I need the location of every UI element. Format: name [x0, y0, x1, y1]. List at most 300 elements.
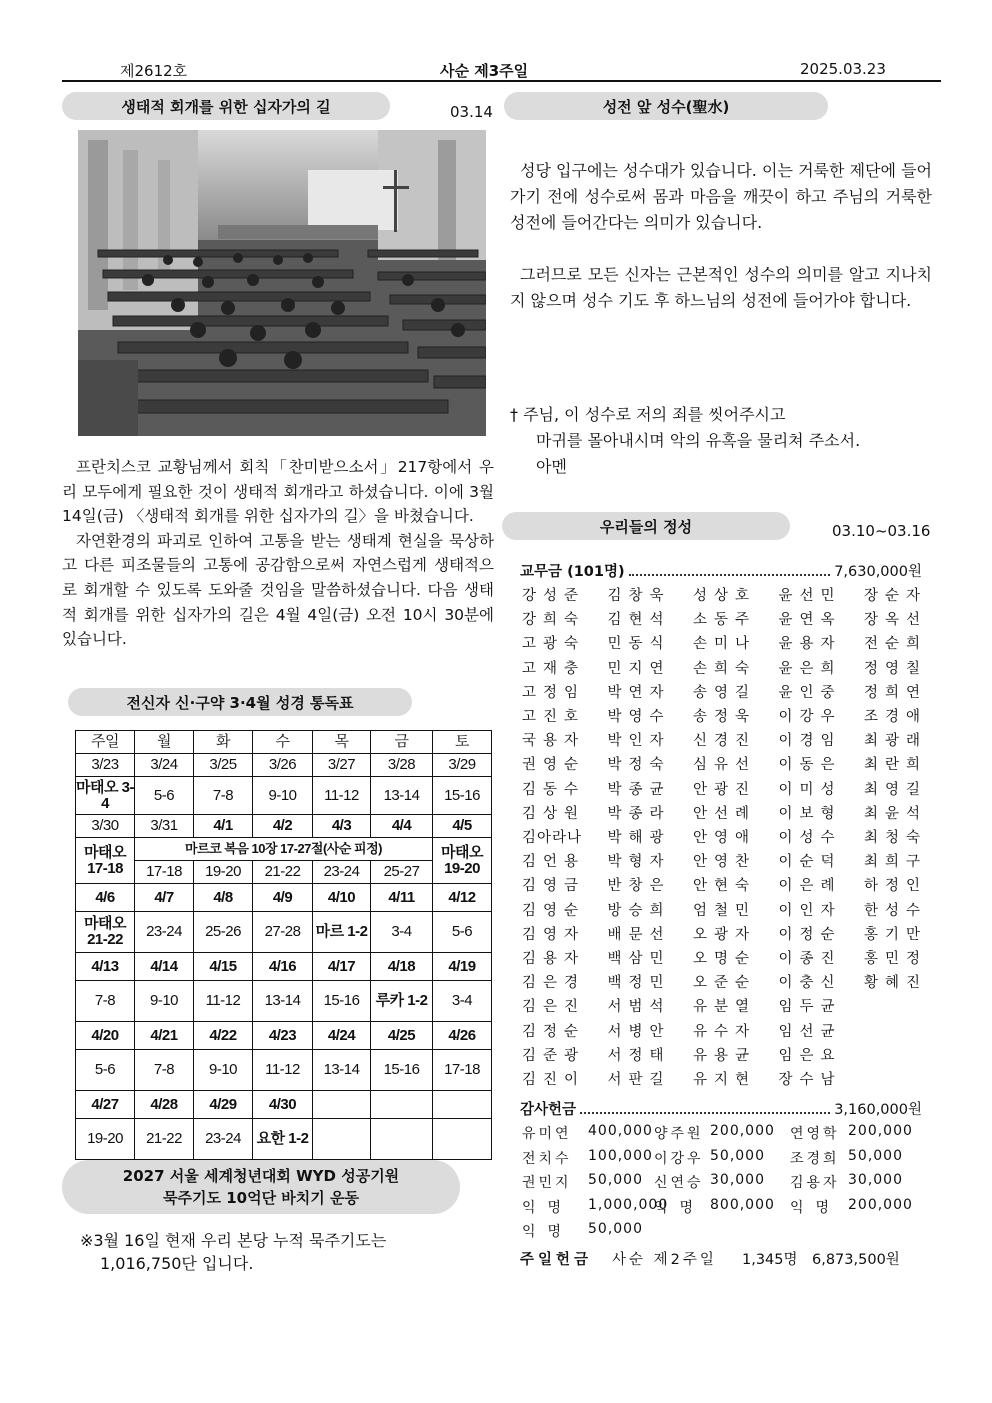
donor-name: 반창은 — [607, 878, 671, 895]
table-cell: 15-16 — [371, 1050, 433, 1091]
table-cell: 3/25 — [194, 754, 253, 777]
dotted-leader — [629, 564, 831, 576]
table-cell — [313, 1119, 371, 1160]
donor-name: 유미연 — [522, 1126, 572, 1142]
table-cell: 13-14 — [253, 981, 313, 1022]
donor-name: 오명순 — [693, 951, 757, 967]
table-cell: 4/21 — [135, 1022, 194, 1050]
donor-name: 이종진 — [778, 951, 842, 967]
donation-amount: 200,000 — [710, 1123, 775, 1139]
donor-name: 정영칠 — [864, 660, 928, 677]
table-cell: 4/8 — [194, 884, 253, 912]
donation-amount: 50,000 — [588, 1172, 643, 1188]
donor-name: 서병안 — [607, 1023, 671, 1040]
kyomu-label: 교무금 (101명) — [520, 564, 625, 580]
donor-name: 최란희 — [864, 757, 928, 774]
table-row — [76, 884, 492, 912]
gamsa-label: 감사헌금 — [520, 1102, 577, 1118]
kyomu-name-row — [522, 971, 928, 992]
table-cell: 마태오 21-22 — [76, 912, 135, 953]
table-cell: 3/27 — [313, 754, 371, 777]
kyomu-name-row — [522, 1044, 924, 1065]
donor-name: 장수남 — [778, 1072, 842, 1088]
gamsa-total-row — [520, 1098, 922, 1122]
donor-name: 신경진 — [693, 733, 757, 750]
donor-name: 조경희 — [790, 1150, 840, 1167]
donor-name: 송정욱 — [693, 709, 757, 725]
donor-name: 황혜진 — [864, 975, 928, 992]
table-cell: 23-24 — [135, 912, 194, 953]
section-title-bible-reading: 전신자 신·구약 3·4월 성경 통독표 — [68, 688, 412, 716]
donor-name: 장순자 — [864, 588, 928, 604]
donor-name: 강희숙 — [522, 612, 586, 629]
table-cell: 4/2 — [253, 815, 313, 838]
table-cell: 17-18 — [135, 861, 194, 884]
section-title-offerings: 우리들의 정성 — [502, 512, 790, 540]
donation-amount — [848, 1221, 924, 1241]
donor-name: 고진호 — [522, 709, 586, 725]
table-cell — [371, 1119, 433, 1160]
kyomu-name-row — [522, 874, 928, 895]
prayer-line: 마귀를 몰아내시며 악의 유혹을 물리쳐 주소서. — [536, 431, 861, 450]
table-cell: 25-27 — [371, 861, 433, 884]
table-cell: 27-28 — [253, 912, 313, 953]
donor-name: 유수자 — [693, 1023, 757, 1040]
donor-name: 최윤석 — [864, 805, 928, 822]
donor-name: 국용자 — [522, 733, 586, 750]
table-cell: 5-6 — [433, 912, 492, 953]
table-cell: 4/13 — [76, 953, 135, 981]
donor-name: 신연승 — [654, 1175, 704, 1191]
donor-name: 백삼민 — [607, 951, 671, 967]
donor-name: 이성수 — [778, 830, 842, 846]
table-cell: 5-6 — [135, 777, 194, 815]
section-date: 03.14 — [450, 103, 493, 121]
table-cell: 4/19 — [433, 953, 492, 981]
table-cell: 4/30 — [253, 1091, 313, 1119]
prayer-line: † 주님, 이 성수로 저의 죄를 씻어주시고 — [510, 405, 786, 424]
kyomu-name-row — [522, 657, 928, 678]
table-row — [76, 912, 492, 953]
table-cell: 4/16 — [253, 953, 313, 981]
donor-name: 이인자 — [778, 902, 842, 919]
table-cell: 3-4 — [371, 912, 433, 953]
donor-name: 박종균 — [607, 781, 671, 798]
table-row — [76, 1091, 492, 1119]
donor-name: 안영애 — [693, 830, 757, 846]
table-cell: 4/7 — [135, 884, 194, 912]
table-cell: 4/27 — [76, 1091, 135, 1119]
table-cell: 3/29 — [433, 754, 492, 777]
donor-name: 최청숙 — [864, 830, 928, 846]
sunday-amount: 6,873,500원 — [812, 1252, 900, 1268]
kyomu-name-row — [522, 778, 928, 799]
header-divider — [62, 80, 941, 82]
donor-name: 윤은희 — [778, 660, 842, 677]
donor-name: 손미나 — [693, 636, 757, 653]
donor-name: 김언용 — [522, 854, 586, 871]
donor-name: 안광진 — [693, 781, 757, 798]
donor-name: 김용자 — [522, 951, 586, 967]
table-cell: 23-24 — [194, 1119, 253, 1160]
donor-name — [864, 1068, 924, 1089]
sunday-offering-row — [520, 1248, 922, 1272]
table-cell: 13-14 — [313, 1050, 371, 1091]
kyomu-name-row — [522, 995, 924, 1016]
kyomu-name-row — [522, 705, 928, 726]
wyd-banner-line1: 2027 서울 세계청년대회 WYD 성공기원 — [122, 1167, 400, 1185]
donor-name: 이은례 — [778, 878, 842, 895]
donor-name: 김준광 — [522, 1047, 586, 1064]
donation-amount: 100,000 — [588, 1147, 653, 1164]
donor-name: 안영찬 — [693, 854, 757, 871]
donor-name: 성상호 — [693, 588, 757, 604]
offerings-date-range: 03.10~03.16 — [832, 522, 931, 540]
table-cell: 4/15 — [194, 953, 253, 981]
donor-name: 이정순 — [778, 926, 842, 943]
table-cell: 21-22 — [253, 861, 313, 884]
donation-amount: 50,000 — [588, 1221, 643, 1237]
table-cell: 4/3 — [313, 815, 371, 838]
donor-name — [864, 995, 924, 1016]
table-cell: 19-20 — [76, 1119, 135, 1160]
donor-name: 백정민 — [607, 975, 671, 992]
table-cell: 4/22 — [194, 1022, 253, 1050]
table-row — [76, 838, 492, 861]
donor-name: 권민지 — [522, 1175, 572, 1191]
table-cell: 7-8 — [135, 1050, 194, 1091]
donor-name: 김은진 — [522, 999, 586, 1016]
donor-name: 최광래 — [864, 733, 928, 750]
donor-name — [864, 1020, 924, 1041]
table-cell: 4/14 — [135, 953, 194, 981]
donor-name: 윤연옥 — [778, 612, 842, 629]
donor-name: 안현숙 — [693, 878, 757, 895]
donor-name: 정희연 — [864, 684, 928, 701]
table-cell: 23-24 — [313, 861, 371, 884]
kyomu-amount: 7,630,000원 — [834, 564, 922, 580]
kyomu-name-row — [522, 1020, 924, 1041]
kyomu-name-row — [522, 899, 928, 920]
table-cell: 4/10 — [313, 884, 371, 912]
gamsa-row — [522, 1221, 924, 1241]
donor-name: 김동수 — [522, 781, 586, 798]
table-cell: 3-4 — [433, 981, 492, 1022]
donor-name — [864, 1044, 924, 1065]
donor-name: 익명 — [522, 1224, 574, 1240]
donor-name: 손희숙 — [693, 660, 757, 677]
table-row — [76, 1050, 492, 1091]
donor-name: 박해광 — [607, 830, 671, 846]
rosary-note — [80, 1229, 386, 1275]
donor-name: 익명 — [654, 1199, 706, 1216]
donor-name: 박영수 — [607, 709, 671, 725]
table-cell: 3/24 — [135, 754, 194, 777]
table-header-cell: 목 — [313, 731, 371, 754]
paragraph: 그러므로 모든 신자는 근본적인 성수의 의미를 알고 지나치지 않으며 성수 기도 후 하느님의 성전에 들어가야 합니다. — [510, 265, 932, 310]
table-cell: 4/4 — [371, 815, 433, 838]
paragraph: 성당 입구에는 성수대가 있습니다. 이는 거룩한 제단에 들어가기 전에 성수로써 몸과 마음을 깨끗이 하고 주님의 거룩한 성전에 들어간다는 의미가 있습니다. — [510, 161, 932, 232]
kyomu-name-row — [522, 584, 928, 605]
table-header-cell: 토 — [433, 731, 492, 754]
donor-name: 김용자 — [790, 1175, 840, 1191]
kyomu-name-row — [522, 850, 928, 871]
donor-name: 조경애 — [864, 709, 928, 725]
donor-name: 양주원 — [654, 1126, 704, 1142]
sunday-week: 사순 제2주일 — [612, 1252, 717, 1268]
table-cell: 4/18 — [371, 953, 433, 981]
kyomu-name-row — [522, 729, 928, 750]
donor-name: 박종라 — [607, 805, 671, 822]
donor-name: 유용균 — [693, 1047, 757, 1064]
donor-name: 이동은 — [778, 757, 842, 774]
table-cell — [371, 1091, 433, 1119]
table-cell: 3/23 — [76, 754, 135, 777]
table-cell: 루카 1-2 — [371, 981, 433, 1022]
table-cell: 3/30 — [76, 815, 135, 838]
section-title-ecological-cross: 생태적 회개를 위한 십자가의 길 — [62, 92, 390, 120]
section-title-holy-water: 성전 앞 성수(聖水) — [504, 92, 828, 120]
table-cell — [433, 1119, 492, 1160]
donor-name: 김창욱 — [607, 588, 671, 604]
table-cell: 17-18 — [433, 1050, 492, 1091]
donor-name: 익명 — [522, 1199, 574, 1216]
donor-name: 김영순 — [522, 902, 586, 919]
table-header-cell: 금 — [371, 731, 433, 754]
table-row — [76, 815, 492, 838]
table-header-cell: 화 — [194, 731, 253, 754]
table-cell: 4/20 — [76, 1022, 135, 1050]
dotted-leader — [580, 1102, 830, 1114]
donor-name: 연영학 — [790, 1126, 840, 1142]
donor-name: 한성수 — [864, 902, 928, 919]
kyomu-name-row — [522, 1068, 924, 1089]
table-row — [76, 754, 492, 777]
table-cell: 9-10 — [135, 981, 194, 1022]
table-cell: 4/29 — [194, 1091, 253, 1119]
donor-name: 김현석 — [607, 612, 671, 629]
table-row — [76, 1119, 492, 1160]
donor-name: 심유선 — [693, 757, 757, 774]
gamsa-row — [522, 1172, 924, 1192]
bible-reading-table — [75, 730, 492, 1160]
table-row — [76, 981, 492, 1022]
table-cell: 4/9 — [253, 884, 313, 912]
table-header-cell: 수 — [253, 731, 313, 754]
table-row — [76, 953, 492, 981]
gamsa-row — [522, 1148, 924, 1168]
issue-number: 제2612호 — [120, 62, 188, 80]
table-cell: 3/28 — [371, 754, 433, 777]
donor-name: 익명 — [790, 1199, 842, 1216]
donor-name: 김정순 — [522, 1023, 586, 1040]
donation-amount: 30,000 — [710, 1172, 765, 1188]
table-cell: 마르 1-2 — [313, 912, 371, 953]
donor-name: 윤용자 — [778, 636, 842, 653]
donor-name: 서정태 — [607, 1047, 671, 1064]
donor-name: 전치수 — [522, 1150, 572, 1167]
prayer-line: 아멘 — [536, 457, 567, 476]
donor-name: 이순덕 — [778, 854, 842, 871]
donation-amount: 50,000 — [710, 1147, 765, 1164]
gamsa-row — [522, 1197, 924, 1217]
donor-name — [790, 1221, 848, 1241]
donor-name: 하정인 — [864, 878, 928, 895]
donor-name: 안선례 — [693, 805, 757, 822]
table-cell-retreat: 마르코 복음 10장 17-27절(사순 피정) — [135, 838, 433, 861]
donor-name: 유지현 — [693, 1072, 757, 1088]
wyd-rosary-banner — [62, 1160, 460, 1214]
table-cell: 11-12 — [313, 777, 371, 815]
gamsa-row — [522, 1123, 924, 1143]
table-cell: 3/26 — [253, 754, 313, 777]
donor-name: 박연자 — [607, 684, 671, 701]
issue-date: 2025.03.23 — [800, 60, 886, 78]
table-header-row — [76, 731, 492, 754]
donor-name: 임선균 — [778, 1023, 842, 1040]
sunday-count: 1,345명 — [742, 1252, 798, 1268]
table-cell: 21-22 — [135, 1119, 194, 1160]
donation-amount: 200,000 — [848, 1123, 913, 1139]
donor-name: 홍민정 — [864, 951, 928, 967]
kyomu-name-row — [522, 632, 928, 653]
table-cell: 25-26 — [194, 912, 253, 953]
donor-name: 송영길 — [693, 684, 757, 701]
table-cell: 4/24 — [313, 1022, 371, 1050]
donor-name: 방승희 — [607, 902, 671, 919]
kyomu-name-row — [522, 947, 928, 968]
donor-name: 서범석 — [607, 999, 671, 1016]
donor-name: 최영길 — [864, 781, 928, 798]
kyomu-name-row — [522, 608, 928, 629]
donor-name: 강성준 — [522, 588, 586, 604]
donor-name: 권영순 — [522, 757, 586, 774]
table-cell: 11-12 — [253, 1050, 313, 1091]
kyomu-name-row — [522, 923, 928, 944]
donation-amount: 200,000 — [848, 1196, 913, 1213]
donor-name: 유분열 — [693, 999, 757, 1016]
donor-name: 고정임 — [522, 684, 586, 701]
table-cell: 13-14 — [371, 777, 433, 815]
donation-amount: 800,000 — [710, 1196, 775, 1213]
table-cell: 7-8 — [76, 981, 135, 1022]
table-cell: 4/25 — [371, 1022, 433, 1050]
donor-name: 배문선 — [607, 926, 671, 943]
donation-amount: 1,000,000 — [588, 1196, 669, 1213]
table-cell: 5-6 — [76, 1050, 135, 1091]
paragraph: 프란치스코 교황님께서 회칙「찬미받으소서」217항에서 우리 모두에게 필요한 것이 생태적 회개라고 하셨습니다. 이에 3월 14일(금) 〈생태적 회개를 위한 십자가의 길〉을 바쳤습니다. — [62, 458, 494, 526]
kyomu-name-row — [522, 826, 928, 847]
ecological-cross-text — [62, 455, 494, 652]
donor-name: 고광숙 — [522, 636, 586, 653]
table-cell: 3/31 — [135, 815, 194, 838]
donor-name: 김영자 — [522, 926, 586, 943]
donor-name: 소동주 — [693, 612, 757, 629]
table-cell: 4/12 — [433, 884, 492, 912]
kyomu-name-row — [522, 802, 928, 823]
holy-water-text — [510, 158, 932, 314]
donor-name: 김아라나 — [522, 830, 583, 846]
table-cell — [313, 1091, 371, 1119]
table-cell: 마태오 3-4 — [76, 777, 135, 815]
donor-name: 전순희 — [864, 636, 928, 653]
donor-name: 오준순 — [693, 975, 757, 992]
table-cell: 마태오 17-18 — [76, 838, 135, 884]
donor-name: 임은요 — [778, 1047, 842, 1064]
donor-name: 서판길 — [607, 1072, 671, 1088]
donor-name: 김은경 — [522, 975, 586, 992]
table-cell: 4/6 — [76, 884, 135, 912]
rosary-note-line2: 1,016,750단 입니다. — [100, 1254, 254, 1273]
gamsa-amount: 3,160,000원 — [834, 1102, 922, 1118]
kyomu-name-row — [522, 753, 928, 774]
donor-name: 이강우 — [778, 709, 842, 725]
donor-name: 박인자 — [607, 733, 671, 750]
donation-amount: 400,000 — [588, 1123, 653, 1139]
kyomu-name-row — [522, 681, 928, 702]
table-cell: 15-16 — [313, 981, 371, 1022]
donor-name: 윤인중 — [778, 684, 842, 701]
donor-name: 이강우 — [654, 1150, 704, 1167]
donor-name: 최희구 — [864, 854, 928, 871]
donation-amount: 30,000 — [848, 1172, 903, 1188]
table-row — [76, 777, 492, 815]
donor-name: 장옥선 — [864, 612, 928, 629]
table-header-cell: 월 — [135, 731, 194, 754]
table-cell: 4/23 — [253, 1022, 313, 1050]
donor-name: 임두균 — [778, 999, 842, 1016]
donation-amount: 50,000 — [848, 1147, 903, 1164]
donor-name: 박정숙 — [607, 757, 671, 774]
donor-name: 민동식 — [607, 636, 671, 653]
rosary-note-line1: ※3월 16일 현재 우리 본당 누적 묵주기도는 — [80, 1231, 387, 1250]
sunday-label: 주일헌금 — [520, 1252, 593, 1268]
donor-name: 오광자 — [693, 926, 757, 943]
table-cell: 19-20 — [194, 861, 253, 884]
donor-name — [654, 1221, 710, 1241]
table-cell: 4/1 — [194, 815, 253, 838]
donor-name: 윤선민 — [778, 588, 842, 604]
donor-name: 민지연 — [607, 660, 671, 677]
table-header-cell: 주일 — [76, 731, 135, 754]
donor-name: 이충신 — [778, 975, 842, 992]
table-cell: 마태오 19-20 — [433, 838, 492, 884]
donor-name: 김영금 — [522, 878, 586, 895]
liturgical-week: 사순 제3주일 — [440, 62, 529, 80]
donor-name: 이보형 — [778, 805, 842, 822]
donor-name: 엄철민 — [693, 902, 757, 919]
donor-name: 이미성 — [778, 781, 842, 798]
table-cell: 7-8 — [194, 777, 253, 815]
table-cell: 11-12 — [194, 981, 253, 1022]
donation-amount — [710, 1221, 790, 1241]
table-cell: 4/11 — [371, 884, 433, 912]
table-cell: 9-10 — [194, 1050, 253, 1091]
donor-name: 김진이 — [522, 1072, 586, 1088]
donor-name: 이경임 — [778, 733, 842, 750]
paragraph: 자연환경의 파괴로 인하여 고통을 받는 생태계 현실을 묵상하고 다른 피조물들의 고통에 공감함으로써 자연스럽게 생태적으로 회개할 수 있도록 도와줄 것임을 말씀하셨습니다. 다음 생태적 회개를 위한 십자가의 길은 4월 4일(금) 오전 10시 30분에 있습니다. — [62, 531, 494, 649]
donor-name: 박형자 — [607, 854, 671, 871]
table-row — [76, 861, 492, 884]
table-cell: 15-16 — [433, 777, 492, 815]
kyomu-total-row — [520, 560, 922, 584]
donor-name: 홍기만 — [864, 926, 928, 943]
donor-name: 김상원 — [522, 805, 586, 822]
donor-name: 고재충 — [522, 660, 586, 677]
holy-water-prayer — [510, 402, 860, 480]
table-cell: 4/28 — [135, 1091, 194, 1119]
table-cell — [433, 1091, 492, 1119]
